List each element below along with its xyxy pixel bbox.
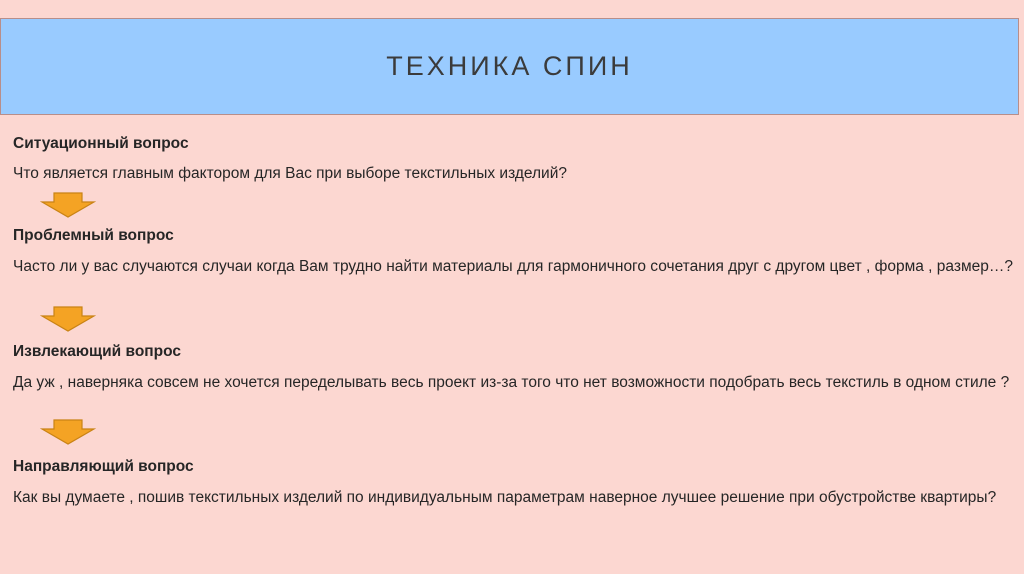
slide-title: ТЕХНИКА СПИН: [386, 51, 633, 81]
section-body: Часто ли у вас случаются случаи когда Вам трудно найти материалы для гармоничного сочетания друг с другом цвет , форма , размер…?: [13, 258, 1013, 275]
section-heading: Направляющий вопрос: [13, 458, 194, 475]
section-heading: Извлекающий вопрос: [13, 343, 181, 360]
section-heading: Проблемный вопрос: [13, 227, 174, 244]
section-body: Что является главным фактором для Вас при выборе текстильных изделий?: [13, 165, 567, 182]
section-heading: Ситуационный вопрос: [13, 135, 189, 152]
title-bar: [0, 18, 1019, 115]
top-strip: [0, 0, 1024, 18]
down-arrow-icon: [40, 419, 96, 445]
section-body: Да уж , наверняка совсем не хочется переделывать весь проект из-за того что нет возможности подобрать весь текстиль в одном стиле ?: [13, 374, 1010, 391]
section-body: Как вы думаете , пошив текстильных изделий по индивидуальным параметрам наверное лучшее решение при обустройстве квартиры?: [13, 489, 997, 506]
down-arrow-icon: [40, 192, 96, 218]
down-arrow-icon: [40, 306, 96, 332]
